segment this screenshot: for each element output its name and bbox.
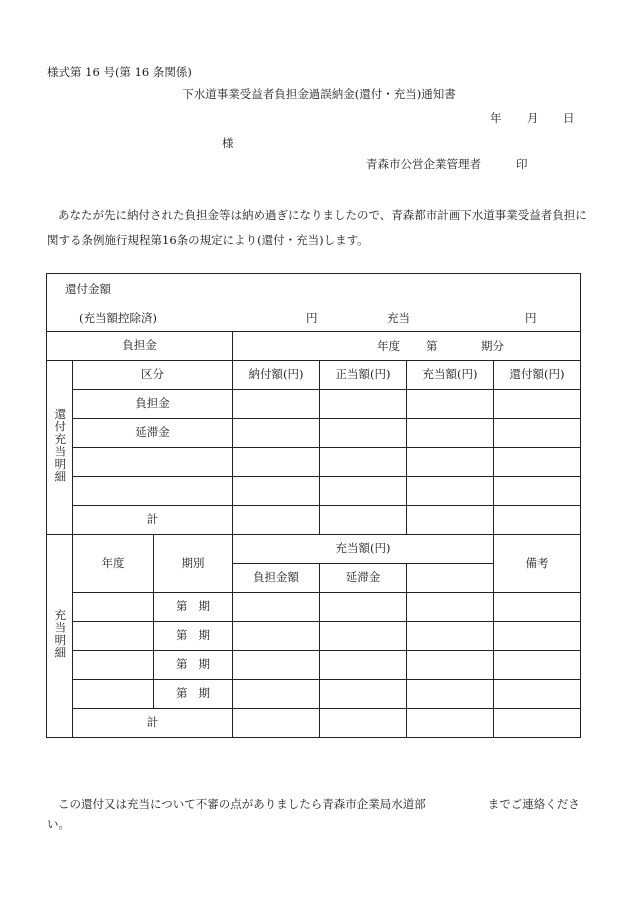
- header-fiscal-year: 年度: [73, 535, 154, 593]
- period-no-label: 第: [426, 339, 438, 353]
- refund-row-label: [73, 448, 233, 477]
- refund-amount-cell: [47, 274, 581, 332]
- header-late-fee: 延滞金: [320, 564, 407, 593]
- header-correct-amount: 正当額(円): [320, 361, 407, 390]
- date-day-label: 日: [563, 111, 575, 125]
- header-paid-amount: 納付額(円): [233, 361, 320, 390]
- notice-body: あなたが先に納付された負担金等は納め過ぎになりましたので、青森都市計画下水道事業受益者負担に関する条例施行規程第16条の規定により(還付・充当)します。: [47, 208, 587, 247]
- issuer-name: 青森市公営企業管理者: [366, 157, 481, 171]
- refund-detail-label: 還付充当明細: [53, 408, 68, 484]
- appropriation-row-period: 第 期: [154, 622, 233, 651]
- appropriation-label: 充当: [387, 311, 410, 325]
- refund-row-label: [73, 477, 233, 506]
- burden-label: 負担金: [47, 332, 233, 361]
- refund-yen-label: 円: [306, 311, 318, 325]
- appropriation-yen-label: 円: [525, 311, 537, 325]
- header-remarks: 備考: [494, 535, 581, 593]
- burden-period-cell: [233, 332, 581, 361]
- contact-text-part2: までご連絡ください。: [47, 797, 580, 831]
- document-title: 下水道事業受益者負担金過誤納金(還付・充当)通知書: [182, 87, 456, 101]
- header-appropriation-total: 充当額(円): [233, 535, 494, 564]
- date-month-label: 月: [527, 111, 539, 125]
- appropriation-total-label: 計: [73, 709, 233, 738]
- appropriation-row-period: 第 期: [154, 593, 233, 622]
- form-number: 様式第 16 号(第 16 条関係): [47, 65, 192, 79]
- deduction-note: (充当額控除済): [79, 311, 157, 325]
- period-year-label: 年度: [377, 339, 400, 353]
- header-burden-amount: 負担金額: [233, 564, 320, 593]
- refund-total-label: 計: [73, 506, 233, 535]
- header-category: 区分: [73, 361, 233, 390]
- header-appropriation-amount: 充当額(円): [407, 361, 494, 390]
- appropriation-detail-label-cell: [47, 535, 73, 738]
- refund-amount-label: 還付金額: [65, 282, 111, 296]
- refund-row-label: 負担金: [73, 390, 233, 419]
- period-installment-label: 期分: [481, 339, 504, 353]
- recipient-honorific: 様: [222, 136, 234, 150]
- header-refund-amount: 還付額(円): [494, 361, 581, 390]
- header-installment: 期別: [154, 535, 233, 593]
- contact-footer: [47, 794, 587, 834]
- appropriation-row-period: 第 期: [154, 651, 233, 680]
- contact-text-part1: この還付又は充当について不審の点がありましたら青森市企業局水道部: [58, 797, 426, 811]
- refund-detail-label-cell: [47, 361, 73, 535]
- appropriation-row-period: 第 期: [154, 680, 233, 709]
- issuer-seal: 印: [516, 157, 528, 171]
- refund-form-table: [46, 273, 581, 738]
- refund-row-label: 延滞金: [73, 419, 233, 448]
- date-year-label: 年: [490, 111, 502, 125]
- appropriation-detail-label: 充当明細: [53, 609, 68, 660]
